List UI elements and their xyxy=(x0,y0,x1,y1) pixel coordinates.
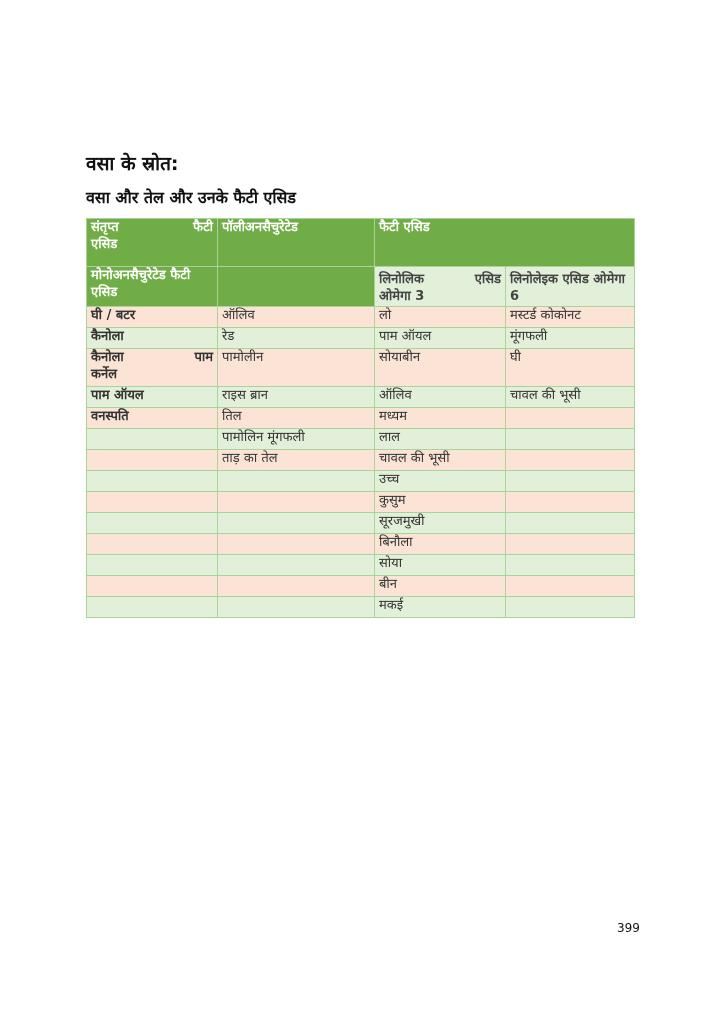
cell-linoleic xyxy=(506,429,635,450)
cell-saturated xyxy=(87,429,218,450)
header-saturated-word1: संतृप्त xyxy=(91,220,119,235)
section-subtitle: वसा और तेल और उनके फैटी एसिड xyxy=(86,188,296,207)
header-linolenic-word2: एसिड xyxy=(474,272,501,287)
cell-linolenic: लो xyxy=(375,307,506,328)
table-subheader-row xyxy=(87,267,635,307)
cell-linolenic: बिनौला xyxy=(375,534,506,555)
table-row xyxy=(87,513,635,534)
cell-polyunsaturated: रेड xyxy=(218,328,375,349)
cell-polyunsaturated xyxy=(218,534,375,555)
table-row xyxy=(87,349,635,387)
cell-saturated: घी / बटर xyxy=(87,307,218,328)
cell-linolenic: मकई xyxy=(375,597,506,618)
cell-linoleic xyxy=(506,408,635,429)
cell-linoleic: घी xyxy=(506,349,635,387)
fatty-acids-table xyxy=(86,218,635,618)
cell-linolenic: सोयाबीन xyxy=(375,349,506,387)
cell-polyunsaturated: तिल xyxy=(218,408,375,429)
cell-saturated xyxy=(87,597,218,618)
cell-polyunsaturated: राइस ब्रान xyxy=(218,387,375,408)
cell-polyunsaturated xyxy=(218,555,375,576)
table-row xyxy=(87,471,635,492)
cell-saturated-word1: कैनोला xyxy=(91,350,124,365)
cell-saturated xyxy=(87,492,218,513)
cell-linolenic: चावल की भूसी xyxy=(375,450,506,471)
header-linolenic-word1: लिनोलिक xyxy=(379,272,424,287)
cell-linoleic: मस्टर्ड कोकोनट xyxy=(506,307,635,328)
table-row xyxy=(87,555,635,576)
table-row xyxy=(87,307,635,328)
page-number: 399 xyxy=(617,921,640,935)
cell-linoleic xyxy=(506,555,635,576)
cell-saturated xyxy=(87,534,218,555)
header-monounsaturated: मोनोअनसैचुरेटेड फैटी एसिड xyxy=(87,267,218,307)
cell-linoleic xyxy=(506,513,635,534)
cell-linolenic: कुसुम xyxy=(375,492,506,513)
table-row xyxy=(87,597,635,618)
cell-saturated xyxy=(87,576,218,597)
cell-saturated xyxy=(87,471,218,492)
cell-linoleic xyxy=(506,492,635,513)
cell-saturated xyxy=(87,513,218,534)
table-row xyxy=(87,576,635,597)
cell-saturated xyxy=(87,555,218,576)
page-title: वसा के स्रोत: xyxy=(86,153,179,175)
table-row xyxy=(87,450,635,471)
cell-polyunsaturated xyxy=(218,576,375,597)
cell-saturated: कैनोला xyxy=(87,328,218,349)
cell-polyunsaturated: ताड़ का तेल xyxy=(218,450,375,471)
header-empty xyxy=(218,267,375,307)
cell-linolenic: पाम ऑयल xyxy=(375,328,506,349)
header-polyunsaturated: पॉलीअनसैचुरेटेड xyxy=(218,219,375,267)
cell-saturated-word2: पाम xyxy=(194,350,213,365)
cell-linolenic: सोया xyxy=(375,555,506,576)
cell-linoleic xyxy=(506,534,635,555)
table-row xyxy=(87,492,635,513)
table-row xyxy=(87,328,635,349)
cell-polyunsaturated xyxy=(218,597,375,618)
table-header-row xyxy=(87,219,635,267)
cell-linolenic: लाल xyxy=(375,429,506,450)
table-row xyxy=(87,429,635,450)
table-row xyxy=(87,408,635,429)
cell-linoleic xyxy=(506,471,635,492)
header-saturated-word2: फैटी xyxy=(193,220,213,235)
cell-saturated xyxy=(87,450,218,471)
cell-polyunsaturated: पामोलिन मूंगफली xyxy=(218,429,375,450)
header-fatty-acids: फैटी एसिड xyxy=(375,219,635,267)
cell-linoleic xyxy=(506,576,635,597)
table-row xyxy=(87,387,635,408)
cell-linoleic: मूंगफली xyxy=(506,328,635,349)
header-linoleic-omega6: लिनोलेइक एसिड ओमेगा 6 xyxy=(506,267,635,307)
cell-linolenic: बीन xyxy=(375,576,506,597)
cell-polyunsaturated xyxy=(218,471,375,492)
cell-polyunsaturated xyxy=(218,513,375,534)
cell-polyunsaturated xyxy=(218,492,375,513)
cell-saturated: वनस्पति xyxy=(87,408,218,429)
cell-saturated-word3: कर्नेल xyxy=(91,367,118,382)
header-linolenic-word3: ओमेगा 3 xyxy=(379,289,425,304)
table-row xyxy=(87,534,635,555)
cell-linolenic: मध्यम xyxy=(375,408,506,429)
cell-saturated: पाम ऑयल xyxy=(87,387,218,408)
cell-polyunsaturated: ऑलिव xyxy=(218,307,375,328)
cell-polyunsaturated: पामोलीन xyxy=(218,349,375,387)
cell-linolenic: ऑलिव xyxy=(375,387,506,408)
cell-linolenic: उच्च xyxy=(375,471,506,492)
header-saturated xyxy=(87,219,218,267)
cell-linoleic xyxy=(506,597,635,618)
cell-linoleic: चावल की भूसी xyxy=(506,387,635,408)
header-saturated-word3: एसिड xyxy=(91,237,118,252)
header-linolenic-omega3 xyxy=(375,267,506,307)
cell-linoleic xyxy=(506,450,635,471)
cell-saturated xyxy=(87,349,218,387)
cell-linolenic: सूरजमुखी xyxy=(375,513,506,534)
